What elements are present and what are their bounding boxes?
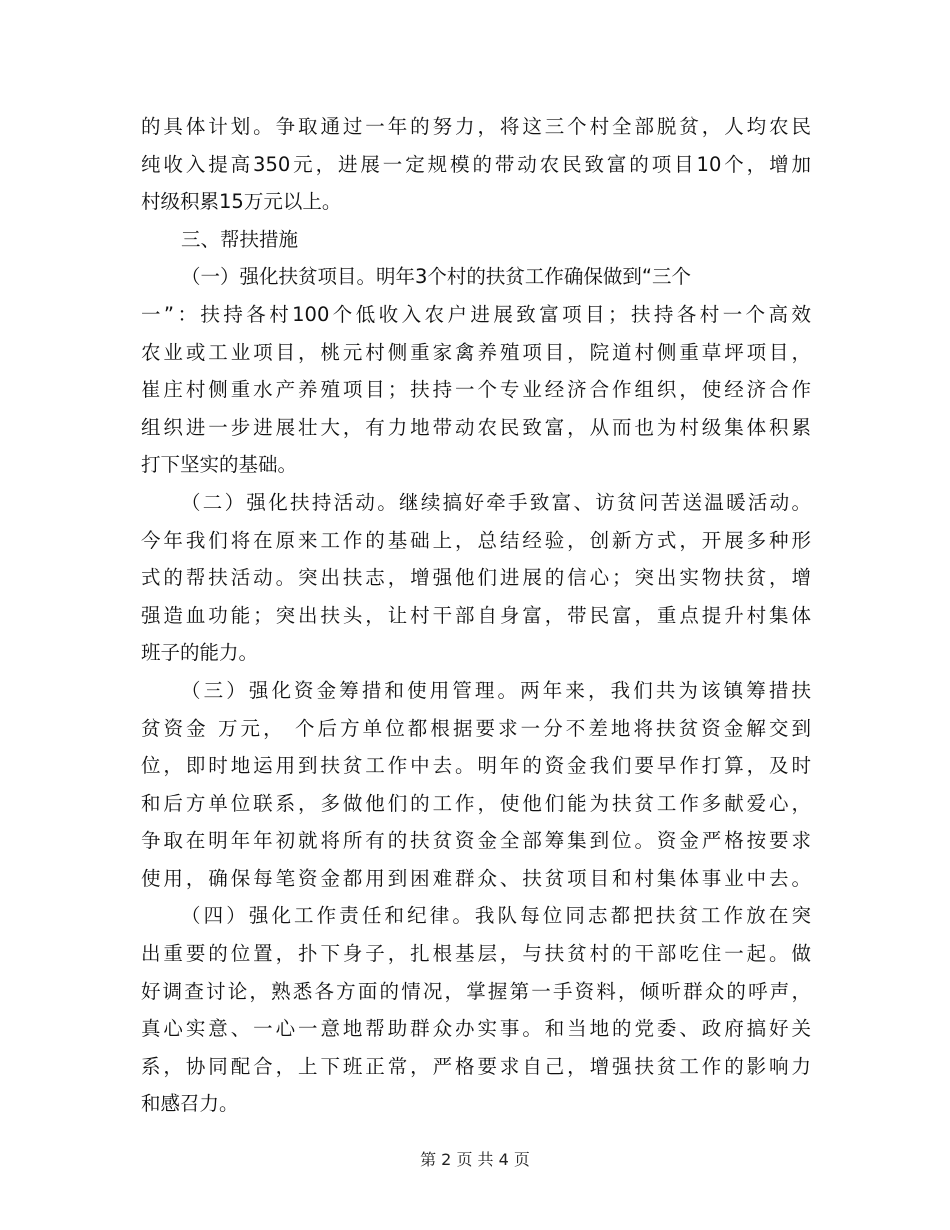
text-line: 强造血功能；突出扶头，让村干部自身富，带民富，重点提升村集体: [141, 603, 811, 627]
text-line: 今年我们将在原来工作的基础上，总结经验，创新方式，开展多种形: [141, 528, 811, 552]
text-line: 好调查讨论，熟悉各方面的情况，掌握第一手资料，倾听群众的呼声，: [141, 979, 811, 1003]
text-line: 贫资金 万元， 个后方单位都根据要求一分不差地将扶贫资金解交到: [141, 716, 811, 740]
text-line: 的具体计划。争取通过一年的努力，将这三个村全部脱贫，人均农民: [141, 115, 811, 138]
text-line: 打下坚实的基础。: [141, 453, 298, 477]
text-line: 班子的能力。: [141, 641, 259, 665]
text-line: 一”：扶持各村100个低收入农户进展致富项目；扶持各村一个高效: [141, 302, 811, 326]
text-line: 崔庄村侧重水产养殖项目；扶持一个专业经济合作组织，使经济合作: [141, 378, 811, 402]
text-line: 位，即时地运用到扶贫工作中去。明年的资金我们要早作打算，及时: [141, 754, 811, 778]
text-line: 村级积累15万元以上。: [141, 190, 342, 214]
text-line: （二）强化扶持活动。继续搞好牵手致富、访贫问苦送温暖活动。: [181, 490, 811, 514]
text-line: 组织进一步进展壮大，有力地带动农民致富，从而也为村级集体积累: [141, 415, 811, 439]
text-line: （四）强化工作责任和纪律。我队每位同志都把扶贫工作放在突: [181, 904, 811, 928]
text-line: 真心实意、一心一意地帮助群众办实事。和当地的党委、政府搞好关: [141, 1017, 811, 1041]
text-line: 使用，确保每笔资金都用到困难群众、扶贫项目和村集体事业中去。: [141, 866, 811, 890]
text-line: 纯收入提高350元，进展一定规模的带动农民致富的项目10个，增加: [141, 152, 811, 176]
page-footer: [0, 1148, 950, 1172]
text-line: 农业或工业项目，桃元村侧重家禽养殖项目，院道村侧重草坪项目，: [141, 340, 811, 364]
document-body: [141, 108, 811, 1123]
text-line: （三）强化资金筹措和使用管理。两年来，我们共为该镇筹措扶: [181, 678, 811, 702]
text-line: 出重要的位置，扑下身子，扎根基层，与扶贫村的干部吃住一起。做: [141, 942, 811, 966]
text-line: 系，协同配合，上下班正常，严格要求自己，增强扶贫工作的影响力: [141, 1054, 811, 1078]
text-line: 和感召力。: [141, 1092, 239, 1116]
page-number-label: 第 2 页 共 4 页: [420, 1150, 530, 1169]
text-line: （一）强化扶贫项目。明年3个村的扶贫工作确保做到“三个: [181, 265, 692, 289]
text-line: 争取在明年年初就将所有的扶贫资金全部筹集到位。资金严格按要求: [141, 829, 811, 853]
text-line: 式的帮扶活动。突出扶志，增强他们进展的信心；突出实物扶贫，增: [141, 566, 811, 590]
text-line: 三、帮扶措施: [181, 227, 299, 251]
text-line: 和后方单位联系，多做他们的工作，使他们能为扶贫工作多献爱心，: [141, 791, 811, 815]
